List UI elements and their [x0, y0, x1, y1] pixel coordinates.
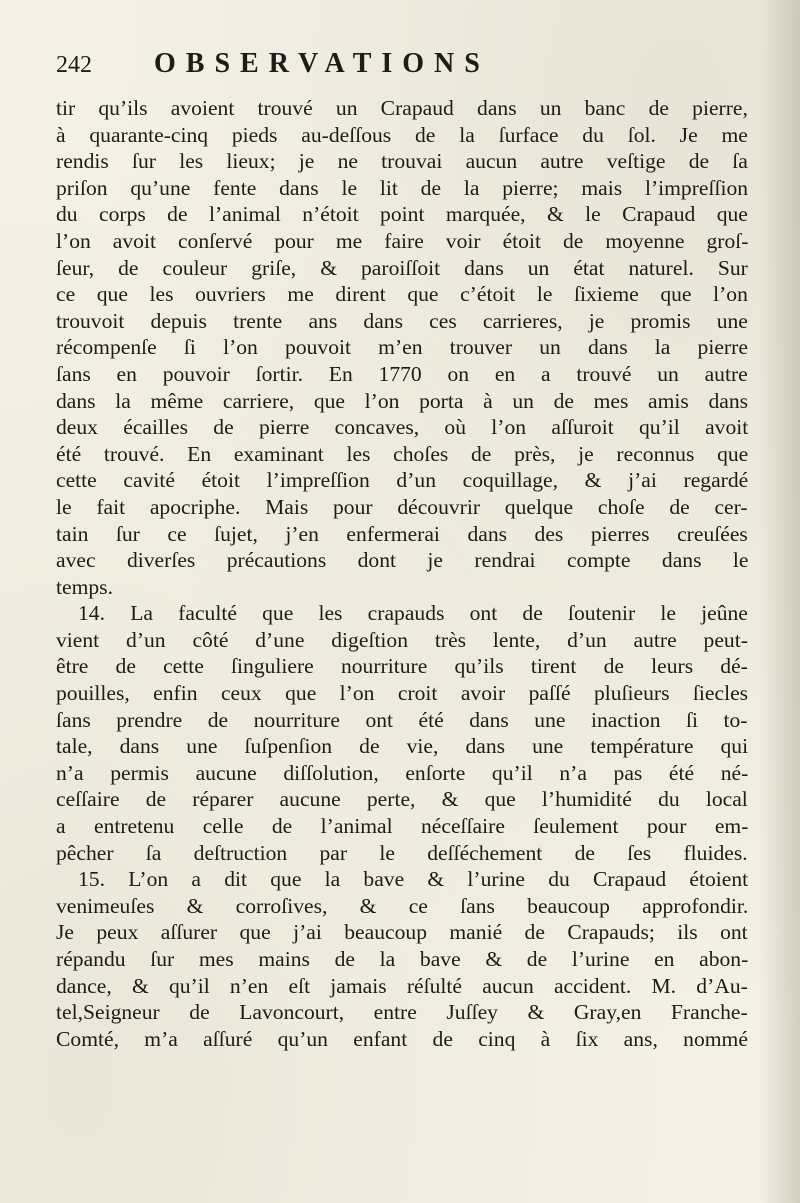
- text-line: temps.: [56, 574, 113, 599]
- text-line: a entretenu celle de l’animal néceſſaire ſeulement pour em-: [56, 814, 749, 839]
- text-line: du corps de l’animal n’étoit point marquée, & le Crapaud que: [56, 202, 748, 227]
- text-line: ſans prendre de nourriture ont été dans une inaction ſi to-: [56, 707, 748, 732]
- text-line: avec diverſes précautions dont je rendrai compte dans le: [56, 548, 749, 573]
- paragraph-start-line: 15. L’on a dit que la bave & l’urine du Crapaud étoient: [78, 867, 749, 892]
- text-line: ſeur, de couleur griſe, & paroiſſoit dans un état naturel. Sur: [56, 255, 748, 280]
- text-line: deux écailles de pierre concaves, où l’on aſſuroit qu’il avoit: [56, 415, 749, 440]
- text-line: le fait apocriphe. Mais pour découvrir quelque choſe de cer-: [56, 494, 748, 519]
- text-line: rendis ſur les lieux; je ne trouvai aucun autre veſtige de ſa: [56, 149, 748, 174]
- text-line: tel,Seigneur de Lavoncourt, entre Juſſey & Gray,en Franche-: [56, 1000, 748, 1025]
- text-line: cette cavité étoit l’impreſſion d’un coquillage, & j’ai regardé: [56, 468, 749, 493]
- page-gutter-shadow: [760, 0, 800, 1203]
- text-line: répandu ſur mes mains de la bave & de l’urine en abon-: [56, 947, 749, 971]
- text-line: tir qu’ils avoient trouvé un Crapaud dans un banc de pierre,: [56, 96, 748, 120]
- paragraph-start-line: 14. La faculté que les crapauds ont de ſoutenir le jeûne: [78, 601, 748, 626]
- text-line: priſon qu’une fente dans le lit de la pierre; mais l’impreſſion: [56, 175, 749, 200]
- text-line: Je peux aſſurer que j’ai beaucoup manié de Crapauds; ils ont: [56, 920, 748, 945]
- text-line: trouvoit depuis trente ans dans ces carrieres, je promis une: [56, 308, 748, 333]
- text-line: Comté, m’a aſſuré qu’un enfant de cinq à ſix ans, nommé: [56, 1026, 748, 1051]
- page-header: [56, 48, 756, 88]
- running-title: OBSERVATIONS: [154, 48, 490, 79]
- text-line: vient d’un côté d’une digeſtion très lente, d’un autre peut-: [56, 627, 748, 652]
- body-text: [56, 95, 748, 1052]
- text-line: n’a permis aucune diſſolution, enſorte qu’il n’a pas été né-: [56, 760, 749, 785]
- text-line: été trouvé. En examinant les choſes de près, je reconnus que: [56, 441, 749, 466]
- text-line: ce que les ouvriers me dirent que c’étoit le ſixieme que l’on: [56, 282, 748, 307]
- text-line: venimeuſes & corroſives, & ce ſans beaucoup approfondir.: [56, 893, 749, 918]
- text-line: dance, & qu’il n’en eſt jamais réſulté aucun accident. M. d’Au-: [56, 973, 748, 998]
- text-line: l’on avoit conſervé pour me faire voir étoit de moyenne groſ-: [56, 228, 749, 253]
- text-line: être de cette ſinguliere nourriture qu’ils tirent de leurs dé-: [56, 654, 748, 679]
- text-line: pouilles, enfin ceux que l’on croit avoir paſſé pluſieurs ſiecles: [56, 681, 749, 706]
- page-number: 242: [56, 52, 92, 78]
- text-line: tale, dans une ſuſpenſion de vie, dans une température qui: [56, 734, 749, 759]
- text-line: récompenſe ſi l’on pouvoit m’en trouver un dans la pierre: [56, 335, 748, 360]
- text-line: à quarante-cinq pieds au-deſſous de la ſurface du ſol. Je me: [56, 122, 748, 147]
- text-line: ſans en pouvoir ſortir. En 1770 on en a trouvé un autre: [56, 361, 748, 386]
- text-line: ceſſaire de réparer aucune perte, & que l’humidité du local: [56, 787, 748, 812]
- text-line: dans la même carriere, que l’on porta à un de mes amis dans: [56, 388, 749, 413]
- text-line: pêcher ſa deſtruction par le deſſéchement de ſes fluides.: [56, 840, 748, 865]
- text-line: tain ſur ce ſujet, j’en enfermerai dans des pierres creuſées: [56, 521, 748, 546]
